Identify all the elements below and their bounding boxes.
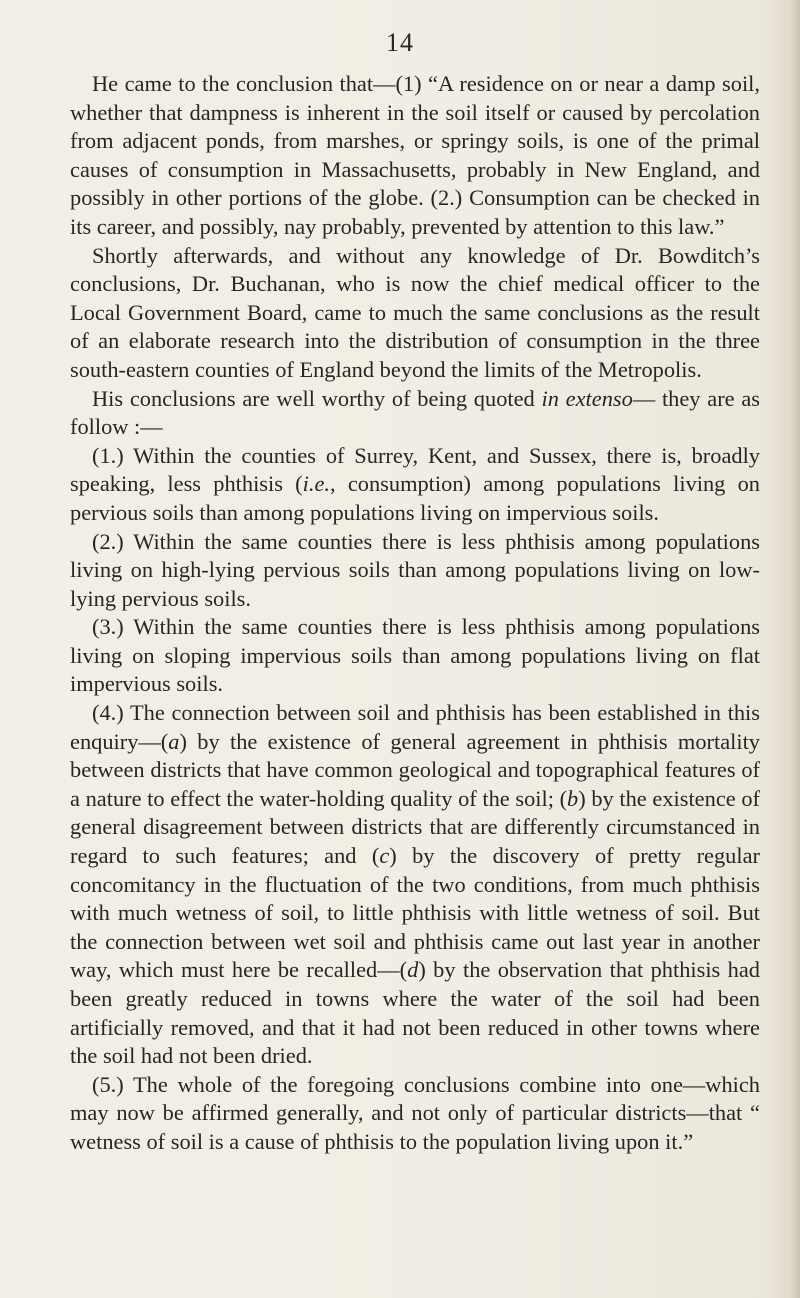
conclusion-4 (70, 699, 760, 1071)
paragraph-buchanan-research: Shortly afterwards, and without any knowledge of Dr. Bowditch’s conclusions, Dr. Buchanan, who is now the chief medical officer to the Local Government Board, came to much the same conclusions as the result of an elaborate research into the distribution of consumption in the three south-eastern counties of England beyond the limits of the Metropolis. (70, 242, 760, 382)
conclusion-2: (2.) Within the same counties there is less phthisis among populations living on high-lying pervious soils than among populations living on low-lying pervious soils. (70, 528, 760, 611)
conclusion-1-after: , consumption) among populations living on pervious soils than among populations living on impervious soils. (70, 471, 761, 525)
body-text (70, 70, 760, 1157)
conclusion-4-part-2: ) by the existence of general agreement in phthisis mortality between districts that have common geological and topographical features of a nature to effect the water-holding quality of the soil; ( (70, 728, 760, 811)
page-number: 14 (386, 28, 414, 57)
paragraph-quote-intro (70, 385, 760, 442)
conclusion-1-before: (1.) Within the counties of Surrey, Kent, and Sussex, there is, broadly speaking, less phthisis ( (70, 442, 760, 497)
conclusion-3: (3.) Within the same counties there is less phthisis among populations living on sloping impervious soils than among populations living on flat impervious soils. (70, 614, 760, 697)
conclusion-4-letter-d: d (407, 957, 419, 983)
conclusion-4-part-5: ) by the observation that phthisis had been greatly reduced in towns where the water of the soil had been artificially removed, and that it had not been reduced in other towns where the soil had not been dried. (70, 957, 760, 1069)
conclusion-4-part-1: (4.) The connection between soil and phthisis has been established in this enquiry—( (70, 700, 760, 754)
page-edge-shadow (788, 0, 800, 1298)
conclusion-1-emphasis: i.e. (302, 471, 330, 497)
conclusion-4-letter-b: b (567, 785, 579, 811)
conclusion-4-part-3: ) by the existence of general disagreement between districts that are differently circumstanced in regard to such features; and ( (70, 785, 760, 869)
conclusion-1 (70, 442, 760, 528)
conclusion-5: (5.) The whole of the foregoing conclusions combine into one—which may now be affirmed generally, and not only of particular districts—that “ wetness of soil is a cause of phthisis to the population living upon it.” (70, 1071, 760, 1154)
paragraph-bowditch-conclusion: He came to the conclusion that—(1) “A residence on or near a damp soil, whether that dampness is inherent in the soil itself or caused by percolation from adjacent ponds, from marshes, or springy soils, is one of the primal causes of consumption in Massachusetts, probably in New England, and possibly in other portions of the globe. (2.) Consumption can be checked in its career, and possibly, nay probably, prevented by attention to this law.” (70, 71, 760, 239)
quote-intro-after: — they are as follow :— (70, 385, 760, 440)
conclusion-4-letter-a: a (168, 728, 180, 754)
quote-intro-before: His conclusions are well worthy of being quoted (92, 385, 542, 411)
conclusion-4-letter-c: c (379, 843, 390, 869)
quote-intro-emphasis: in extenso (541, 385, 633, 411)
conclusion-4-part-4: ) by the discovery of pretty regular concomitancy in the fluctuation of the two conditions, from much phthisis with much wetness of soil, to little phthisis with little wetness of soil. But the connection between wet soil and phthisis came out last year in another way, which must here be recalled—( (70, 843, 760, 983)
